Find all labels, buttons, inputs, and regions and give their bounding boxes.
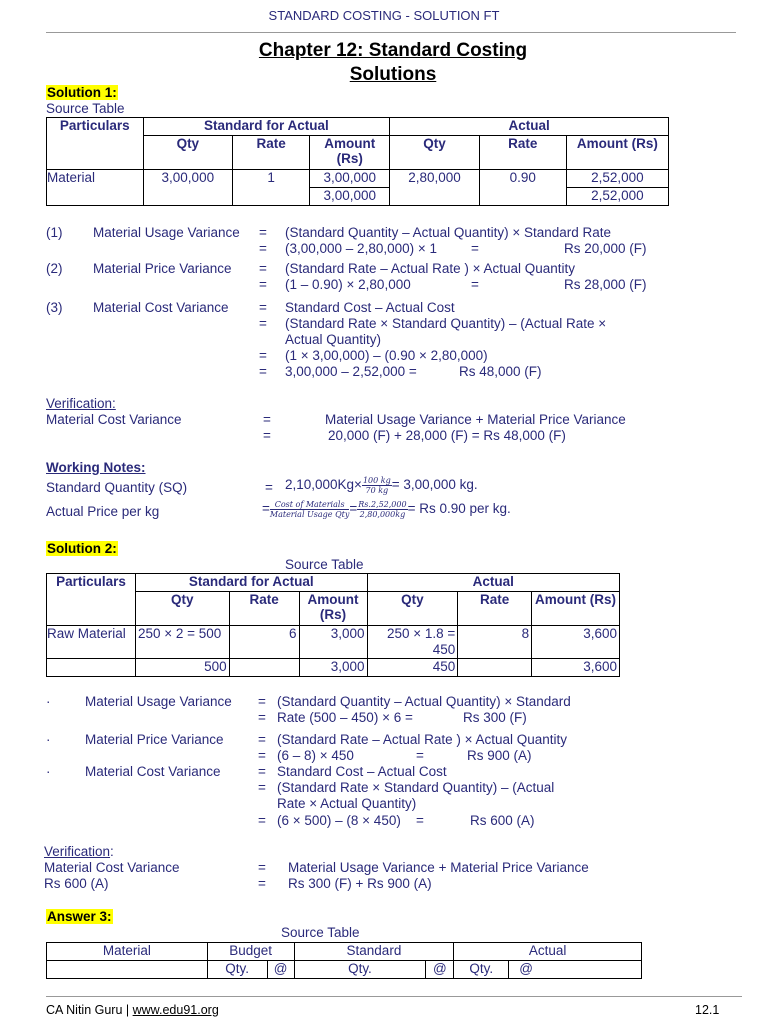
variance-label: Material Cost Variance xyxy=(93,300,229,315)
header-actual: Actual xyxy=(390,118,669,136)
formula: (Standard Quantity – Actual Quantity) × Standard Rate xyxy=(285,225,612,240)
cell-std-qty: 3,00,000 xyxy=(143,170,232,206)
answer-3-heading: Answer 3: xyxy=(47,909,112,924)
act-qty-line-2: 450 xyxy=(432,642,456,657)
page-number: 12.1 xyxy=(695,1003,720,1017)
footer-author: CA Nitin Guru | xyxy=(46,1003,133,1017)
header-particulars: Particulars xyxy=(47,574,136,626)
formula: Standard Cost – Actual Cost xyxy=(285,300,455,315)
formula: Rate (500 – 450) × 6 = xyxy=(277,710,413,725)
equals-sign: = xyxy=(258,813,266,828)
equals-sign: = xyxy=(259,277,267,292)
equals-sign: = xyxy=(416,748,424,763)
verification-formula: Material Usage Variance + Material Price Variance xyxy=(288,860,589,875)
variance-label: Material Usage Variance xyxy=(93,225,240,240)
equals-sign: = xyxy=(259,316,267,331)
verification-result: 20,000 (F) + 28,000 (F) = Rs 48,000 (F) xyxy=(328,428,566,443)
header-rule xyxy=(46,32,736,33)
formula: (1 × 3,00,000) – (0.90 × 2,80,000) xyxy=(285,348,488,363)
equals-sign: = xyxy=(263,412,271,427)
formula: Rate × Actual Quantity) xyxy=(277,796,417,811)
cell-act-rate: 0.90 xyxy=(479,170,566,206)
footer-link[interactable]: www.edu91.org xyxy=(132,1003,219,1017)
header-rate: Rate xyxy=(233,136,310,170)
variance-label: Material Usage Variance xyxy=(85,694,232,709)
header-standard: Standard xyxy=(294,943,454,961)
equals-sign: = xyxy=(471,277,479,292)
bullet: · xyxy=(46,732,51,747)
solution-2-table xyxy=(46,573,620,677)
footer-rule xyxy=(46,996,742,997)
footer-credit xyxy=(46,1003,219,1017)
ap-fraction-2 xyxy=(357,500,407,519)
header-qty: Qty xyxy=(143,136,232,170)
result: Rs 600 (A) xyxy=(470,813,535,828)
verification-result: Rs 300 (F) + Rs 900 (A) xyxy=(288,876,432,891)
header-at: @ xyxy=(267,961,294,979)
cell-act-amount-total: 2,52,000 xyxy=(566,188,668,206)
formula: (3,00,000 – 2,80,000) × 1 xyxy=(285,241,437,256)
item-number: (3) xyxy=(46,300,63,315)
ap-formula xyxy=(262,500,511,519)
equals-sign: = xyxy=(258,860,266,875)
cell-empty xyxy=(229,659,299,677)
source-table-label: Source Table xyxy=(285,557,364,572)
solution-1-table xyxy=(46,117,669,206)
header-qty: Qty xyxy=(135,592,229,626)
row-label: Raw Material xyxy=(47,626,136,659)
sq-post: = 3,00,000 kg. xyxy=(391,477,478,493)
header-budget: Budget xyxy=(207,943,294,961)
fraction-numerator: Rs.2,52,000 xyxy=(358,500,407,509)
header-qty: Qty. xyxy=(454,961,509,979)
fraction-denominator: Material Usage Qty xyxy=(269,510,350,519)
verification-heading-text: Verification xyxy=(44,844,111,859)
fraction-numerator: Cost of Materials xyxy=(270,500,349,510)
ap-post: = Rs 0.90 per kg. xyxy=(407,501,511,517)
cell-act-rate: 8 xyxy=(458,626,532,659)
formula: (1 – 0.90) × 2,80,000 xyxy=(285,277,411,292)
result: Rs 28,000 (F) xyxy=(564,277,647,292)
cell-total-act-qty: 450 xyxy=(367,659,458,677)
bullet: · xyxy=(46,764,51,779)
formula: (Standard Rate – Actual Rate ) × Actual Quantity xyxy=(285,261,576,276)
cell-empty xyxy=(47,961,208,979)
solution-1-heading: Solution 1: xyxy=(47,85,117,100)
formula: (Standard Quantity – Actual Quantity) × Standard xyxy=(277,694,571,709)
header-qty: Qty. xyxy=(294,961,426,979)
header-particulars: Particulars xyxy=(47,118,144,170)
header-qty: Qty xyxy=(390,136,479,170)
header-rate: Rate xyxy=(229,592,299,626)
equals-sign: = xyxy=(258,748,266,763)
sq-label: Standard Quantity (SQ) xyxy=(46,480,188,495)
cell-act-qty xyxy=(367,626,458,659)
header-at: @ xyxy=(509,961,642,979)
variance-label: Material Price Variance xyxy=(93,261,232,276)
equals-sign: = xyxy=(259,225,267,240)
formula: (Standard Rate – Actual Rate ) × Actual Quantity xyxy=(277,732,568,747)
equals-sign: = xyxy=(258,694,266,709)
variance-label: Material Cost Variance xyxy=(85,764,221,779)
cell-std-rate: 6 xyxy=(229,626,299,659)
header-actual: Actual xyxy=(454,943,642,961)
verification-heading xyxy=(44,844,114,859)
solution-2-heading: Solution 2: xyxy=(47,541,117,556)
header-standard: Standard for Actual xyxy=(143,118,390,136)
cell-act-amount: 2,52,000 xyxy=(566,170,668,188)
equals-sign: = xyxy=(258,764,266,779)
header-material: Material xyxy=(47,943,208,961)
equals-sign: = xyxy=(258,710,266,725)
cell-std-amount: 3,000 xyxy=(299,626,367,659)
equals-sign: = xyxy=(262,501,270,517)
verification-formula: Material Usage Variance + Material Price Variance xyxy=(325,412,626,427)
ap-fraction-1 xyxy=(270,500,349,519)
equals-sign: = xyxy=(258,732,266,747)
equals-sign: = xyxy=(259,261,267,276)
equals-sign: = xyxy=(259,348,267,363)
result: Rs 20,000 (F) xyxy=(564,241,647,256)
result: Rs 48,000 (F) xyxy=(459,364,542,379)
source-table-label: Source Table xyxy=(281,925,360,940)
verification-colon: : xyxy=(110,844,114,859)
solutions-title: Solutions xyxy=(349,64,437,85)
cell-total-std-amount: 3,000 xyxy=(299,659,367,677)
header-actual: Actual xyxy=(367,574,619,592)
header-amount: Amount (Rs) xyxy=(532,592,620,626)
equals-sign: = xyxy=(263,428,271,443)
equals-sign: = xyxy=(259,300,267,315)
formula: (6 – 8) × 450 xyxy=(277,748,354,763)
result: Rs 300 (F) xyxy=(463,710,527,725)
row-label: Material xyxy=(47,170,144,206)
sq-pre: 2,10,000Kg× xyxy=(285,477,362,493)
fraction-denominator: 70 kg xyxy=(365,486,389,495)
formula: (6 × 500) – (8 × 450) xyxy=(277,813,401,828)
verification-value: Rs 600 (A) xyxy=(44,876,109,891)
verification-heading: Verification: xyxy=(46,396,116,411)
row-label-total xyxy=(47,659,136,677)
equals-sign: = xyxy=(349,501,358,517)
fraction-denominator: 2,80,000kg xyxy=(359,510,406,519)
source-table-label: Source Table xyxy=(46,101,125,116)
cell-std-rate: 1 xyxy=(233,170,310,206)
formula: (Standard Rate × Standard Quantity) – (Actual Rate × xyxy=(285,316,607,331)
equals-sign: = xyxy=(259,364,267,379)
header-at: @ xyxy=(426,961,454,979)
formula: Actual Quantity) xyxy=(285,332,382,347)
formula: Standard Cost – Actual Cost xyxy=(277,764,447,779)
cell-empty xyxy=(458,659,532,677)
item-number: (1) xyxy=(46,225,63,240)
header-rate: Rate xyxy=(458,592,532,626)
fraction-numerator: 100 kg xyxy=(362,476,391,485)
header-amount: Amount (Rs) xyxy=(299,592,367,626)
bullet: · xyxy=(46,694,51,709)
header-qty: Qty xyxy=(367,592,458,626)
header-standard: Standard for Actual xyxy=(135,574,367,592)
cell-std-amount: 3,00,000 xyxy=(310,170,390,188)
answer-3-table xyxy=(46,942,642,979)
equals-sign: = xyxy=(258,876,266,891)
header-rate: Rate xyxy=(479,136,566,170)
header-amount: Amount (Rs) xyxy=(566,136,668,170)
act-qty-line-1: 250 × 1.8 = xyxy=(386,626,456,641)
verification-label: Material Cost Variance xyxy=(44,860,180,875)
equals-sign: = xyxy=(471,241,479,256)
equals-sign: = xyxy=(265,480,273,495)
sq-formula xyxy=(285,476,478,495)
verification-label: Material Cost Variance xyxy=(46,412,182,427)
cell-total-act-amount: 3,600 xyxy=(532,659,620,677)
ap-label: Actual Price per kg xyxy=(46,504,160,519)
result: Rs 900 (A) xyxy=(467,748,532,763)
equals-sign: = xyxy=(416,813,424,828)
formula: (Standard Rate × Standard Quantity) – (Actual xyxy=(277,780,555,795)
cell-std-amount-total: 3,00,000 xyxy=(310,188,390,206)
cell-act-amount: 3,600 xyxy=(532,626,620,659)
working-notes-heading: Working Notes: xyxy=(46,460,146,475)
cell-act-qty: 2,80,000 xyxy=(390,170,479,206)
variance-label: Material Price Variance xyxy=(85,732,224,747)
chapter-title: Chapter 12: Standard Costing xyxy=(258,40,528,61)
equals-sign: = xyxy=(258,780,266,795)
cell-total-std-qty: 500 xyxy=(135,659,229,677)
header-amount: Amount (Rs) xyxy=(310,136,390,170)
cell-std-qty: 250 × 2 = 500 xyxy=(135,626,229,659)
item-number: (2) xyxy=(46,261,63,276)
sq-fraction xyxy=(362,476,392,495)
header-qty: Qty. xyxy=(207,961,267,979)
equals-sign: = xyxy=(259,241,267,256)
running-header: STANDARD COSTING - SOLUTION FT xyxy=(268,8,500,23)
formula: 3,00,000 – 2,52,000 = xyxy=(285,364,417,379)
